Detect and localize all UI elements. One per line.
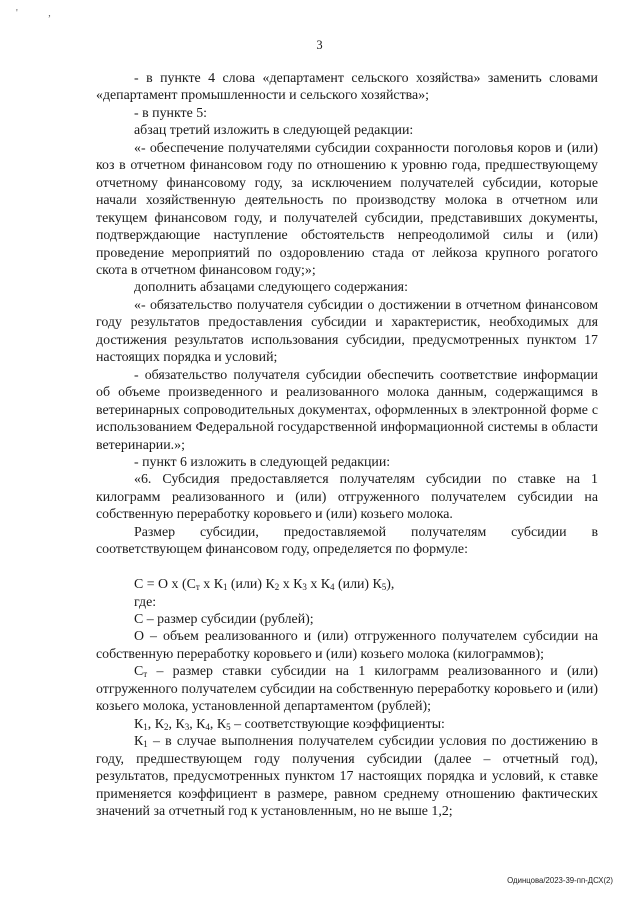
definition-k1: $К_1$ – в случае выполнения получателем субсидии условия по достижению в году, предшествующем году получения субсидии (далее – отчетный год), результатов, предусмотренных пунктом 17 настоящих порядка и условий, к ставке применяется коэффициент в размере, равном среднему отношению фактических значений за отчетный год к установленным, но не выше 1,2; — [96, 734, 598, 820]
where-label: где: — [134, 594, 157, 610]
paragraph-abzac-3-intro: абзац третий изложить в следующей редакции: — [134, 123, 414, 139]
definition-o: О – объем реализованного и (или) отгруженного получателем субсидии на собственную переработку коровьего и (или) козьего молока (килограммов); — [96, 629, 598, 662]
definition-c: С – размер субсидии (рублей); — [134, 612, 314, 628]
document-footer-code: Одинцова/2023-39-пп-ДСХ(2) — [507, 876, 613, 885]
paragraph-formula-intro: Размер субсидии, предоставляемой получателям субсидии в соответствующем финансовом году, определяется по формуле: — [96, 524, 598, 558]
paragraph-item-6-text: «6. Субсидия предоставляется получателям субсидии по ставке на 1 килограмм реализованного и (или) отгруженного получателем субсидии на собственную переработку коровьего и (или) козьего молока. — [96, 472, 598, 523]
definition-ct: $С_т$ – размер ставки субсидии на 1 килограмм реализованного и (или) отгруженного получателем субсидии на собственную переработку коровьего и (или) козьего молока, установленной департаментом (рублей); — [96, 664, 598, 715]
definition-coefficients: $К_1$, $К_2$, $К_3$, $К_4$, $К_5$ – соответствующие коэффициенты: — [134, 716, 445, 732]
paragraph-add-intro: дополнить абзацами следующего содержания: — [134, 280, 408, 296]
paragraph-item-5: - в пункте 5: — [134, 105, 208, 121]
document-body — [96, 70, 598, 820]
scan-corner-marks: ' , — [16, 8, 65, 19]
page-number: 3 — [316, 38, 323, 52]
formula: С = О х ($С_т$ х $К_1$ (или) $К_2$ х $К_3$ х $К_4$ (или) $К_5$), — [134, 577, 395, 593]
paragraph-item-6-intro: - пункт 6 изложить в следующей редакции: — [134, 454, 391, 470]
paragraph-item-4: - в пункте 4 слова «департамент сельского хозяйства» заменить словами «департамент промышленности и сельского хозяйства»; — [96, 71, 598, 104]
paragraph-obligation-results: «- обязательство получателя субсидии о достижении в отчетном финансовом году результатов предоставления субсидии и характеристик, необходимых для достижения результатов использования субсидии, предусмотренных пунктом 17 настоящих порядка и условий; — [96, 297, 598, 366]
paragraph-obligation-info: - обязательство получателя субсидии обеспечить соответствие информации об объеме произведенного и реализованного молока данным, содержащимся в ветеринарных сопроводительных документах, оформленных в электронной форме с использованием Федеральной государственной информационной системы в области ветеринарии.»; — [96, 367, 598, 453]
paragraph-abzac-3-text: «- обеспечение получателями субсидии сохранности поголовья коров и (или) коз в отчетном финансовом году по отношению к уровню года, предшествующему отчетному финансовому году, за исключением получателей субсидии, которые начали хозяйственную деятельность по производству молока в отчетном или текущем финансовом году, и получателей субсидии, представивших документы, подтверждающие наступление обстоятельств непреодолимой силы и (или) проведение мероприятий по оздоровлению стада от лейкоза крупного рогатого скота в отчетном финансовом году;»; — [96, 140, 598, 278]
